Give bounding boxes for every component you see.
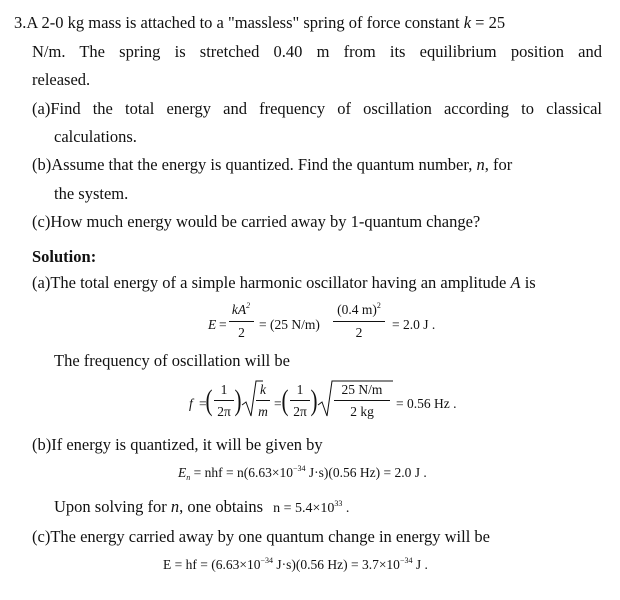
solution-c-intro: (c)The energy carried away by one quantum change in energy will be [32, 527, 490, 546]
part-b-line-1: (b)Assume that the energy is quantized. Find the quantum number, n, for [32, 155, 513, 174]
problem-line-2: N/m. The spring is stretched 0.40 m from its equilibrium position and [32, 42, 602, 61]
part-b-line-2: the system. [54, 184, 129, 203]
problem-number: 3. [14, 13, 27, 32]
problem-line-3: released. [32, 70, 91, 89]
solution-heading: Solution: [32, 247, 97, 266]
solution-b-intro: (b)If energy is quantized, it will be given by [32, 435, 323, 454]
solve-line: Upon solving for n, one obtains $n = 5.4\times 10^{33}$ . [54, 497, 350, 516]
quantum-energy-equation: E = hf = ($6.63\times 10^{-34}$ J·s)(0.56 $Hz) = 3.7\times 10^{-34}$ J . [163, 556, 428, 572]
frequency-intro: The frequency of oscillation will be [54, 351, 290, 370]
part-a-line-1: (a)Find the total energy and frequency of oscillation according to classical [32, 99, 602, 118]
part-a-line-2: calculations. [54, 127, 137, 146]
part-c-line-1: (c)How much energy would be carried away by 1-quantum change? [32, 212, 481, 231]
problem-line-1: 3.A 2-0 kg mass is attached to a "massless" spring of force constant k = 25 [14, 13, 506, 32]
quantization-equation: $E_n$ = nhf = $n(6.63\times 10^{-34}$ J·s)(0.56 Hz) = 2.0 J . [178, 464, 427, 482]
solution-a-intro: (a)The total energy of a simple harmonic oscillator having an amplitude A is [32, 273, 536, 292]
document-page: 3.A 2-0 kg mass is attached to a "massless" spring of force constant k = 25 N/m. The spring is stretched 0.40 m from its equilibrium position and released. (a)Find the total energy and frequency of oscillation according to classical calculations. (b)Assume that the energy is quantized. Find the quantum number, n, for the system. (c)How much energy would be carried away by 1-quantum change? Solution: (a)The total energy of a simple harmonic oscillator having an amplitude A is E = $kA^2$ 2 = (25 N/m) (0.4 m)$^2$ 2 = 2.0 J . The frequency of oscillation will be f = ( 1 2π ) k m = ( 1 2π ) 25 N/m 2 kg = 0.56 Hz . (b)If energy is quantized, it will be given by $E_n$ = nhf = $n(6.63\times 10^{-34}$ J·s)(0.56 Hz) = 2.0 J . Upon solving for n, one obtains $n = 5.4\times 10^{33}$ . (c)The energy carried away by one quantum change in energy will be E = hf = ($6.63\times 10^{-34}$ J·s)(0.56 $Hz) = 3.7\times 10^{-34}$ J . [14, 13, 602, 572]
